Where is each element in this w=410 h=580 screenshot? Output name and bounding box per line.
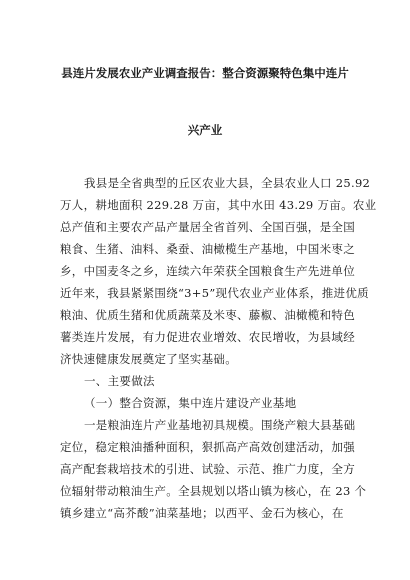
body-line: 位辐射带动粮油生产。全县规划以塔山镇为核心，在 23 个 (60, 484, 367, 498)
body-line: 薯类连片发展，有力促进农业增效、农民增收，为县域经 (60, 330, 355, 344)
body-line: 总产值和主要农产品产量居全省首列、全国百强，是全国 (60, 220, 355, 234)
body-line: 镇乡建立“高芥酸”油菜基地；以西平、金石为核心，在 (60, 506, 344, 520)
body-line: 我县是全省典型的丘区农业大县，全县农业人口 25.92 (84, 176, 371, 190)
report-title-line-1: 县连片发展农业产业调查报告：整合资源聚特色集中连片 (61, 66, 349, 80)
body-line: 乡，中国麦冬之乡，连续六年荣获全国粮食生产先进单位 (60, 264, 355, 278)
body-line: 一是粮油连片产业基地初具规模。围绕产粮大县基础 (84, 418, 356, 432)
body-line: 济快速健康发展奠定了坚实基础。 (60, 352, 237, 366)
report-title-line-2: 兴产业 (187, 123, 223, 137)
body-line: 粮油、优质生猪和优质蔬菜及米枣、藤椒、油橄榄和特色 (60, 308, 355, 322)
subsection-heading: （一）整合资源，集中连片建设产业基地 (84, 396, 297, 410)
body-line: 近年来，我县紧紧围绕“3+5”现代农业产业体系，推进优质 (60, 286, 369, 300)
body-line: 粮食、生猪、油料、桑蚕、油橄榄生产基地，中国米枣之 (60, 242, 355, 256)
body-line: 万人，耕地面积 229.28 万亩，其中水田 43.29 万亩。农业 (60, 198, 377, 212)
body-line: 定位，稳定粮油播种面积，狠抓高产高效创建活动，加强 (60, 440, 355, 454)
body-line: 高产配套栽培技术的引进、试验、示范、推广力度，全方 (60, 462, 355, 476)
section-heading: 一、主要做法 (84, 374, 155, 388)
